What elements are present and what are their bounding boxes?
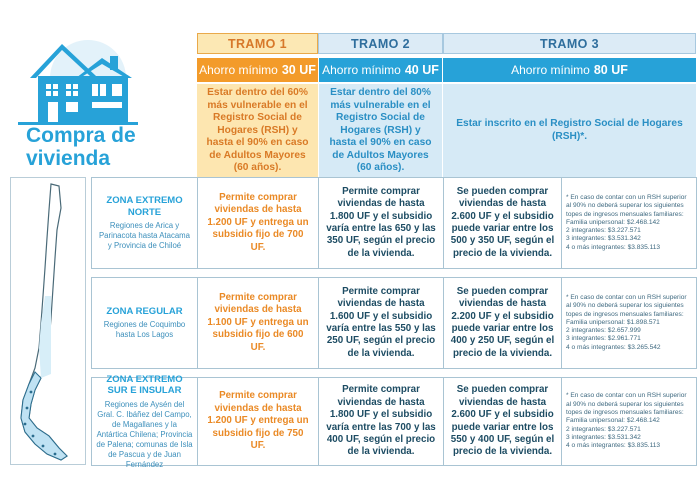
note-line: 4 o más integrantes: $3.835.113 xyxy=(566,442,661,450)
zone-name: ZONA EXTREMO NORTE xyxy=(106,195,183,218)
tramo-2-requisito: Estar dentro del 80% más vulnerable en el Registro Social de Hogares (RSH) y hasta el 90% en caso de Adultos Mayores (60 años). xyxy=(319,84,442,178)
note-line: * En caso de contar con un RSH superior al 90% no deberá superar los siguientes topes de ingresos mensuales familiares: xyxy=(566,193,687,218)
page-title xyxy=(26,124,196,170)
note-line: * En caso de contar con un RSH superior al 90% no deberá superar los siguientes topes de ingresos mensuales familiares: xyxy=(566,392,687,417)
ahorro-value: 80 UF xyxy=(593,63,628,77)
tramo-1-header: TRAMO 1 xyxy=(197,33,318,54)
zone-name: ZONA EXTREMO SUR E INSULAR xyxy=(106,373,183,396)
ahorro-label: Ahorro mínimo xyxy=(322,63,401,77)
zone-regions: Regiones de Aysén del Gral. C. Ibáñez del Campo, de Magallanes y la Antártica Chilena; Provincia de Palena; comunas de Isla de Pascua y de Juan Fernández xyxy=(96,399,193,469)
zone-income-note xyxy=(562,178,696,268)
zone-income-note xyxy=(562,278,696,368)
ahorro-value: 40 UF xyxy=(404,63,439,77)
zone-tramo-3-text: Se pueden comprar viviendas de hasta 2.600 UF y el subsidio puede variar entre los 500 y 350 UF, según el precio de la vivienda. xyxy=(444,178,562,268)
note-line: 2 integrantes: $3.227.571 xyxy=(566,227,641,235)
zone-regions: Regiones de Arica y Parinacota hasta Atacama y Provincia de Chiloé xyxy=(98,221,191,250)
title-line-1: Compra de xyxy=(26,124,136,147)
tramo-3-header: TRAMO 3 xyxy=(443,33,696,54)
note-line: 4 o más integrantes: $3.265.542 xyxy=(566,343,661,351)
title-line-2: vivienda xyxy=(26,147,111,170)
ahorro-label: Ahorro mínimo xyxy=(511,63,590,77)
zone-label xyxy=(92,373,198,469)
zone-income-note xyxy=(562,378,696,465)
note-line: 3 integrantes: $2.961.771 xyxy=(566,335,641,343)
zone-regions: Regiones de Coquimbo hasta Los Lagos xyxy=(103,320,186,340)
note-line: * En caso de contar con un RSH superior al 90% no deberá superar los siguientes topes de ingresos mensuales familiares: xyxy=(566,293,687,318)
zone-tramo-3-text: Se pueden comprar viviendas de hasta 2.200 UF y el subsidio puede variar entre los 400 y 250 UF, según el precio de la vivienda. xyxy=(444,278,562,368)
note-line: 3 integrantes: $3.531.342 xyxy=(566,235,641,243)
tramo-3-ahorro xyxy=(443,58,696,82)
zone-name: ZONA REGULAR xyxy=(106,305,183,317)
zone-tramo-2-text: Permite comprar viviendas de hasta 1.800 UF y el subsidio varía entre las 650 y las 350 UF, según el precio de la vivienda. xyxy=(319,178,444,268)
chile-map-icon xyxy=(11,178,87,466)
note-line: 3 integrantes: $3.531.342 xyxy=(566,433,641,441)
note-line: 2 integrantes: $3.227.571 xyxy=(566,425,641,433)
note-line: 2 integrantes: $2.657.999 xyxy=(566,327,641,335)
zone-tramo-1-text: Permite comprar viviendas de hasta 1.200 UF y entrega un subsidio fijo de 750 UF. xyxy=(198,378,319,465)
zone-tramo-1-text: Permite comprar viviendas de hasta 1.200 UF y entrega un subsidio fijo de 700 UF. xyxy=(198,178,319,268)
ahorro-value: 30 UF xyxy=(281,63,316,77)
note-line: Familia unipersonal: $1.898.571 xyxy=(566,318,660,326)
note-line: Familia unipersonal: $2.468.142 xyxy=(566,218,660,226)
zone-label xyxy=(92,278,198,368)
note-line: 4 o más integrantes: $3.835.113 xyxy=(566,243,661,251)
tramo-1-requisito: Estar dentro del 60% más vulnerable en el Registro Social de Hogares (RSH) y hasta el 90% en caso de Adultos Mayores (60 años). xyxy=(197,84,318,178)
tramo-1-ahorro xyxy=(197,58,318,82)
ahorro-label: Ahorro mínimo xyxy=(199,63,278,77)
zone-row-regular xyxy=(91,277,697,369)
zone-tramo-3-text: Se pueden comprar viviendas de hasta 2.600 UF y el subsidio puede variar entre los 550 y 400 UF, según el precio de la vivienda. xyxy=(444,378,562,465)
house-icon xyxy=(18,38,138,126)
zone-tramo-2-text: Permite comprar viviendas de hasta 1.800 UF y el subsidio varía entre las 700 y las 400 UF, según el precio de la vivienda. xyxy=(319,378,444,465)
chile-map xyxy=(10,177,86,465)
note-line: Familia unipersonal: $2.468.142 xyxy=(566,417,660,425)
tramo-3-requisito: Estar inscrito en el Registro Social de Hogares (RSH)*. xyxy=(443,84,696,178)
zone-tramo-1-text: Permite comprar viviendas de hasta 1.100 UF y entrega un subsidio fijo de 600 UF. xyxy=(198,278,319,368)
zone-row-extremo-norte xyxy=(91,177,697,269)
zone-tramo-2-text: Permite comprar viviendas de hasta 1.600 UF y el subsidio varía entre las 550 y las 250 UF, según el precio de la vivienda. xyxy=(319,278,444,368)
tramo-2-header: TRAMO 2 xyxy=(318,33,443,54)
zone-row-extremo-sur xyxy=(91,373,697,469)
tramo-2-ahorro xyxy=(319,58,442,82)
zone-label xyxy=(92,178,198,268)
